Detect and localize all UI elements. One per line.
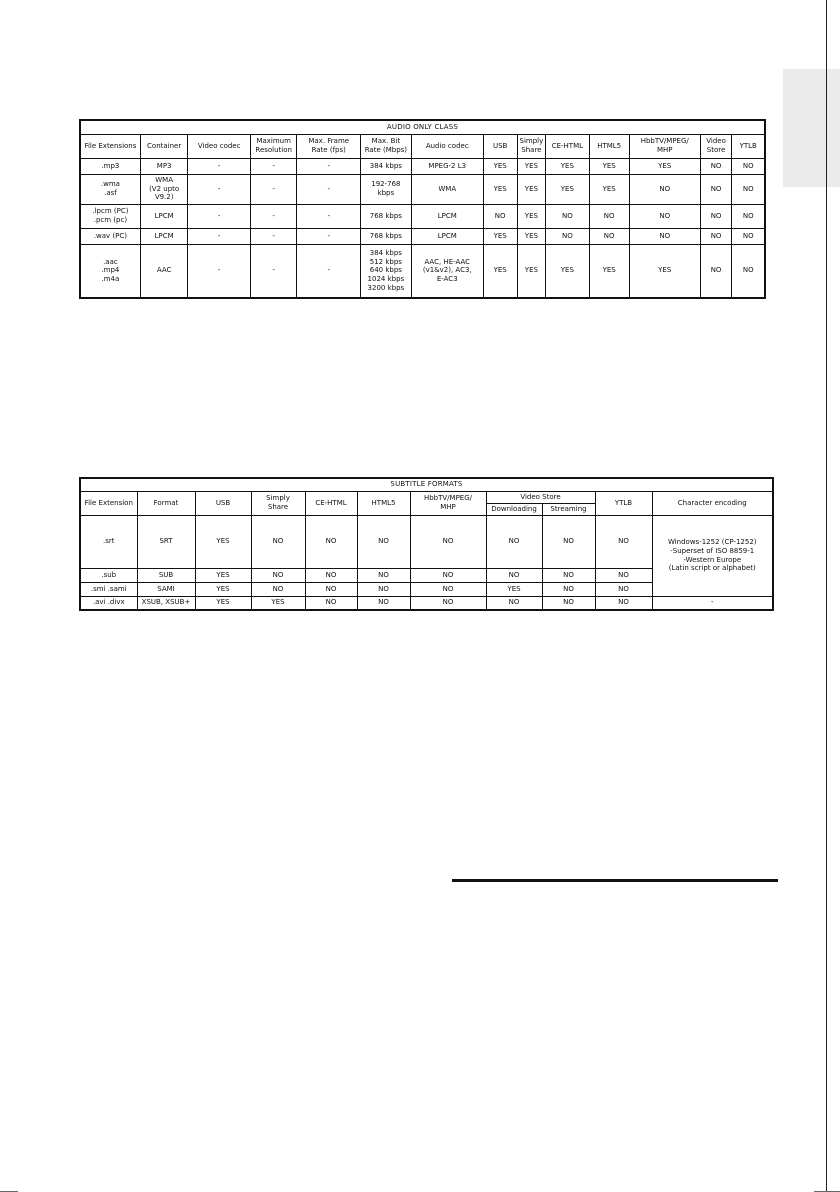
table-cell: - <box>297 158 361 174</box>
table-cell: NO <box>629 204 700 228</box>
table-cell: NO <box>542 568 595 582</box>
table-cell: 192-768 kbps <box>360 174 411 204</box>
table-cell: .lpcm (PC) .pcm (pc) <box>80 204 140 228</box>
table-cell: YES <box>517 228 546 244</box>
table-cell: SAMI <box>137 582 195 596</box>
header-cell: CE-HTML <box>305 491 357 515</box>
subtitle-table-title: SUBTITLE FORMATS <box>80 478 773 491</box>
table-row <box>80 174 765 204</box>
table-cell: YES <box>517 158 546 174</box>
table-cell: NO <box>700 204 732 228</box>
table-cell: NO <box>410 568 486 582</box>
header-cell: File Extensions <box>80 134 140 158</box>
table-cell: 768 kbps <box>360 228 411 244</box>
table-cell: LPCM <box>411 228 483 244</box>
table-row <box>80 228 765 244</box>
header-cell-streaming: Streaming <box>542 503 595 515</box>
header-cell: Video codec <box>188 134 250 158</box>
table-cell: NO <box>732 204 765 228</box>
table-cell: NO <box>546 204 589 228</box>
table-cell: NO <box>305 582 357 596</box>
header-cell: Simply Share <box>251 491 305 515</box>
table-cell: NO <box>700 244 732 298</box>
table-cell: NO <box>486 596 542 610</box>
table-cell: NO <box>483 204 517 228</box>
table-cell: .avi .divx <box>80 596 137 610</box>
table-cell: YES <box>483 244 517 298</box>
table-cell: NO <box>357 515 410 568</box>
table-cell: YES <box>195 568 251 582</box>
table-cell: YES <box>483 174 517 204</box>
table-cell: YES <box>195 582 251 596</box>
table-row <box>80 515 773 568</box>
table-cell: LPCM <box>140 228 188 244</box>
table-cell: NO <box>305 515 357 568</box>
header-cell: Format <box>137 491 195 515</box>
table-cell: - <box>188 158 250 174</box>
table-cell: SUB <box>137 568 195 582</box>
table-cell: NO <box>732 174 765 204</box>
table-cell: NO <box>410 582 486 596</box>
table-cell: MP3 <box>140 158 188 174</box>
table-cell: NO <box>410 596 486 610</box>
audio-table-title: AUDIO ONLY CLASS <box>80 120 765 134</box>
header-cell: HTML5 <box>589 134 629 158</box>
table-cell: LPCM <box>140 204 188 228</box>
header-cell: YTLB <box>595 491 652 515</box>
table-cell: YES <box>546 244 589 298</box>
header-cell: Max. Bit Rate (Mbps) <box>360 134 411 158</box>
header-cell: CE-HTML <box>546 134 589 158</box>
table-cell: - <box>250 204 297 228</box>
table-cell: LPCM <box>411 204 483 228</box>
table-cell: NO <box>595 596 652 610</box>
table-cell: NO <box>589 204 629 228</box>
table-cell: XSUB, XSUB+ <box>137 596 195 610</box>
table-cell: NO <box>305 568 357 582</box>
character-encoding-note: Windows-1252 (CP-1252) -Superset of ISO 8859-1 -Western Europe (Latin script or alphabet) <box>652 515 773 596</box>
table-cell: .srt <box>80 515 137 568</box>
table-cell: .wma .asf <box>80 174 140 204</box>
horizontal-rule <box>452 879 778 882</box>
table-cell: AAC, HE-AAC (v1&v2), AC3, E-AC3 <box>411 244 483 298</box>
header-cell: Max. Frame Rate (fps) <box>297 134 361 158</box>
table-cell: 384 kbps 512 kbps 640 kbps 1024 kbps 3200 kbps <box>360 244 411 298</box>
table-cell: 384 kbps <box>360 158 411 174</box>
table-cell: - <box>250 244 297 298</box>
table-cell: NO <box>357 568 410 582</box>
table-cell: NO <box>732 158 765 174</box>
table-cell: NO <box>629 228 700 244</box>
table-cell: .smi .sami <box>80 582 137 596</box>
table-cell: YES <box>517 244 546 298</box>
table-cell: .aac .mp4 .m4a <box>80 244 140 298</box>
header-cell: USB <box>483 134 517 158</box>
table-cell: - <box>297 174 361 204</box>
table-cell: .wav (PC) <box>80 228 140 244</box>
table-cell: NO <box>589 228 629 244</box>
table-cell: MPEG-2 L3 <box>411 158 483 174</box>
character-encoding-cell: - <box>652 596 773 610</box>
header-cell: HbbTV/MPEG/ MHP <box>410 491 486 515</box>
table-cell: - <box>188 204 250 228</box>
table-cell: 768 kbps <box>360 204 411 228</box>
table-cell: YES <box>546 158 589 174</box>
table-cell: NO <box>700 158 732 174</box>
table-cell: YES <box>517 174 546 204</box>
header-cell: File Extension <box>80 491 137 515</box>
table-cell: - <box>250 174 297 204</box>
table-cell: - <box>250 228 297 244</box>
table-cell: YES <box>251 596 305 610</box>
page-bottom-marks <box>0 1188 840 1192</box>
page-edge-line <box>826 0 827 1192</box>
header-cell: USB <box>195 491 251 515</box>
table-cell: NO <box>595 568 652 582</box>
subtitle-formats-table <box>79 477 774 611</box>
header-cell: Container <box>140 134 188 158</box>
table-cell: YES <box>629 158 700 174</box>
header-cell-video-store: Video Store <box>486 491 595 503</box>
table-cell: YES <box>546 174 589 204</box>
audio-table-header-row <box>80 134 765 158</box>
table-cell: - <box>297 204 361 228</box>
table-cell: NO <box>542 596 595 610</box>
table-cell: NO <box>251 515 305 568</box>
table-cell: - <box>188 244 250 298</box>
table-cell: NO <box>629 174 700 204</box>
table-cell: NO <box>486 515 542 568</box>
table-cell: NO <box>486 568 542 582</box>
table-row <box>80 158 765 174</box>
table-cell: NO <box>251 568 305 582</box>
header-cell: Character encoding <box>652 491 773 515</box>
audio-only-class-table <box>79 119 766 299</box>
table-cell: YES <box>589 158 629 174</box>
table-cell: NO <box>357 596 410 610</box>
table-cell: .mp3 <box>80 158 140 174</box>
table-cell: - <box>188 174 250 204</box>
table-cell: WMA <box>411 174 483 204</box>
table-cell: NO <box>700 228 732 244</box>
table-cell: NO <box>595 515 652 568</box>
table-cell: - <box>188 228 250 244</box>
table-cell: NO <box>542 582 595 596</box>
table-cell: NO <box>357 582 410 596</box>
table-cell: YES <box>483 228 517 244</box>
table-cell: NO <box>732 228 765 244</box>
table-row <box>80 596 773 610</box>
table-cell: SRT <box>137 515 195 568</box>
table-cell: NO <box>700 174 732 204</box>
table-cell: NO <box>251 582 305 596</box>
table-cell: YES <box>589 244 629 298</box>
table-cell: - <box>250 158 297 174</box>
table-cell: NO <box>546 228 589 244</box>
table-row <box>80 244 765 298</box>
table-cell: - <box>297 228 361 244</box>
header-cell: HTML5 <box>357 491 410 515</box>
header-cell: Audio codec <box>411 134 483 158</box>
chapter-side-tab <box>783 69 840 187</box>
table-cell: - <box>297 244 361 298</box>
table-cell: .sub <box>80 568 137 582</box>
table-cell: YES <box>517 204 546 228</box>
table-cell: YES <box>629 244 700 298</box>
header-cell-downloading: Downloading <box>486 503 542 515</box>
table-cell: NO <box>732 244 765 298</box>
table-cell: YES <box>195 596 251 610</box>
table-cell: NO <box>595 582 652 596</box>
header-cell: YTLB <box>732 134 765 158</box>
table-cell: YES <box>483 158 517 174</box>
table-cell: YES <box>486 582 542 596</box>
header-cell: Simply Share <box>517 134 546 158</box>
table-row <box>80 204 765 228</box>
table-cell: NO <box>410 515 486 568</box>
table-cell: NO <box>305 596 357 610</box>
header-cell: Maximum Resolution <box>250 134 297 158</box>
table-cell: AAC <box>140 244 188 298</box>
table-cell: NO <box>542 515 595 568</box>
table-cell: YES <box>195 515 251 568</box>
header-cell: HbbTV/MPEG/ MHP <box>629 134 700 158</box>
table-cell: WMA (V2 upto V9.2) <box>140 174 188 204</box>
header-cell: Video Store <box>700 134 732 158</box>
table-cell: YES <box>589 174 629 204</box>
